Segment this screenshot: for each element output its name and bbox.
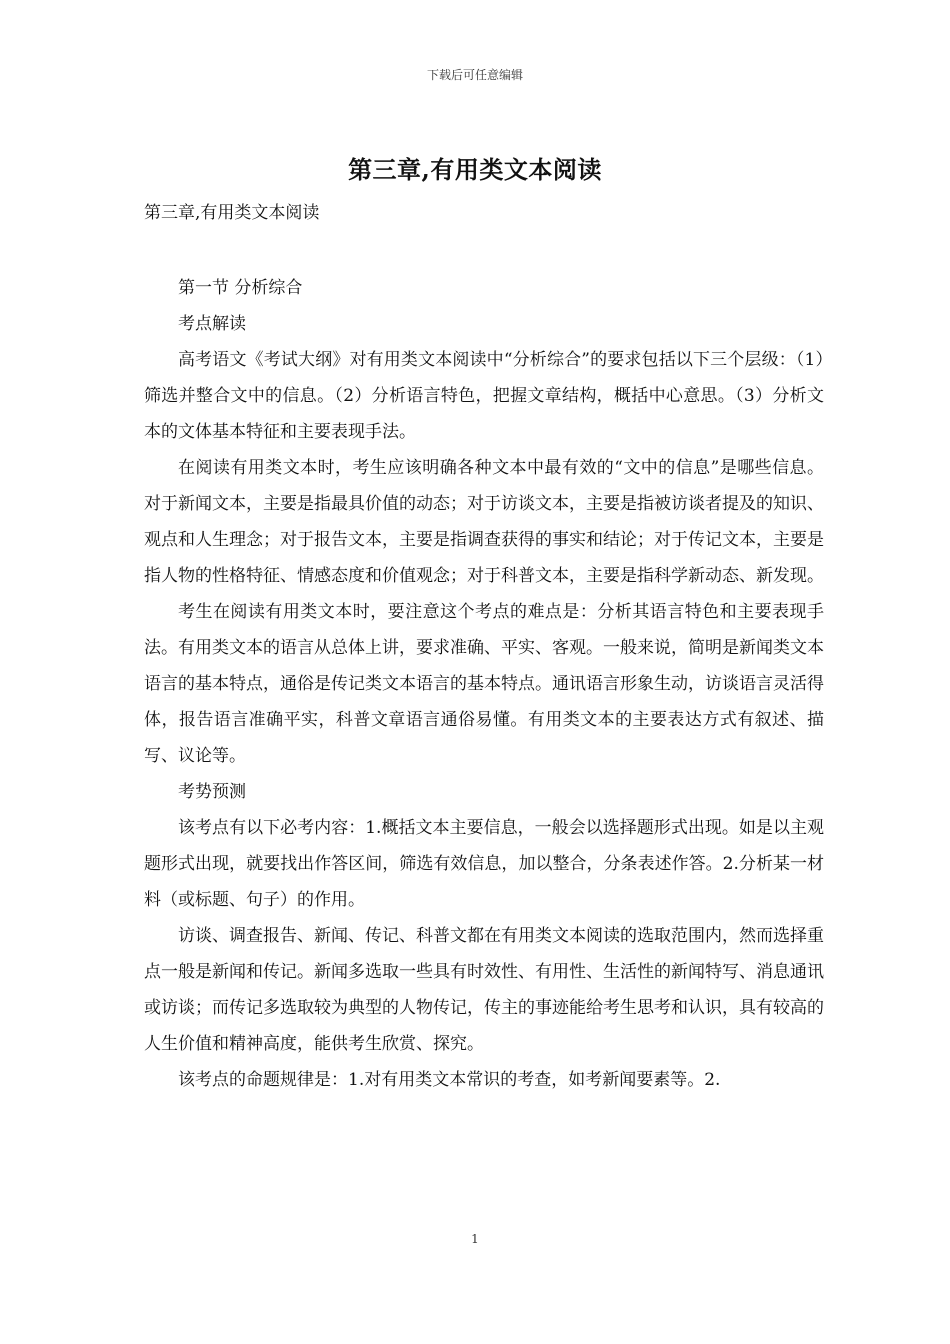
paragraph-1: 高考语文《考试大纲》对有用类文本阅读中“分析综合”的要求包括以下三个层级：（1）筛选并整合文中的信息。（2）分析语言特色，把握文章结构，概括中心意思。（3）分析文本的文体基本特征和主要表现手法。 (144, 350, 824, 442)
paragraph-3: 考生在阅读有用类文本时，要注意这个考点的难点是：分析其语言特色和主要表现手法。有用类文本的语言从总体上讲，要求准确、平实、客观。一般来说，简明是新闻类文本语言的基本特点，通俗是传记类文本语言的基本特点。通讯语言形象生动，访谈语言灵活得体，报告语言准确平实，科普文章语言通俗易懂。有用类文本的主要表达方式有叙述、描写、议论等。 (144, 602, 824, 766)
paragraph-6: 该考点的命题规律是：1.对有用类文本常识的考查，如考新闻要素等。2. (178, 1070, 721, 1090)
page-number: 1 (471, 1232, 479, 1246)
subheading-kaodian-jiedu: 考点解读 (178, 314, 246, 334)
page-header: 下载后可任意编辑 (426, 68, 523, 82)
paragraph-2: 在阅读有用类文本时，考生应该明确各种文本中最有效的“文中的信息”是哪些信息。对于新闻文本，主要是指最具价值的动态；对于访谈文本，主要是指被访谈者提及的知识、观点和人生理念；对于报告文本，主要是指调查获得的事实和结论；对于传记文本，主要是指人物的性格特征、情感态度和价值观念；对于科普文本，主要是指科学新动态、新发现。 (144, 458, 824, 586)
document-subtitle: 第三章,有用类文本阅读 (144, 203, 320, 223)
document-body (144, 270, 824, 1098)
section-heading: 第一节 分析综合 (178, 278, 303, 298)
paragraph-5: 访谈、调查报告、新闻、传记、科普文都在有用类文本阅读的选取范围内，然而选择重点一般是新闻和传记。新闻多选取一些具有时效性、有用性、生活性的新闻特写、消息通讯或访谈；而传记多选取较为典型的人物传记，传主的事迹能给考生思考和认识，具有较高的人生价值和精神高度，能供考生欣赏、探究。 (144, 926, 824, 1054)
document-title: 第三章,有用类文本阅读 (348, 155, 602, 184)
paragraph-4: 该考点有以下必考内容：1.概括文本主要信息，一般会以选择题形式出现。如是以主观题形式出现，就要找出作答区间，筛选有效信息，加以整合，分条表述作答。2.分析某一材料（或标题、句子）的作用。 (144, 818, 824, 910)
subheading-kaoshi-yuce: 考势预测 (178, 782, 246, 802)
